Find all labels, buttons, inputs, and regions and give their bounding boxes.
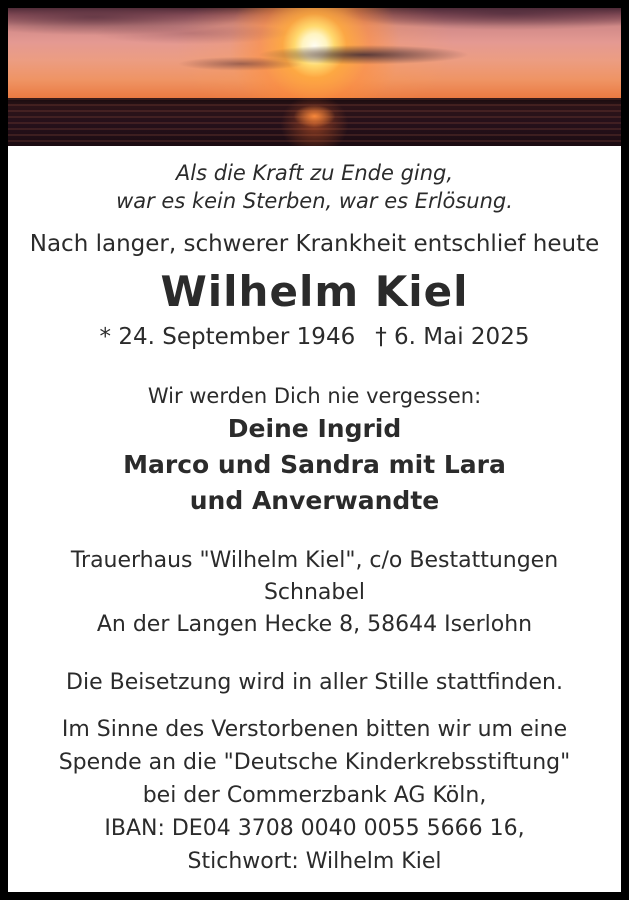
mourner-line: Deine Ingrid (227, 414, 402, 443)
mourner-line: und Anverwandte (189, 486, 440, 515)
funeral-note: Die Beisetzung wird in aller Stille stattfinden. (66, 670, 563, 695)
remembrance-intro: Wir werden Dich nie vergessen: (147, 384, 482, 408)
death-announcement: Nach langer, schwerer Krankheit entschlief heute (29, 231, 600, 257)
donation-block (8, 713, 621, 878)
donation-keyword: Stichwort: Wilhelm Kiel (187, 849, 442, 874)
address-line-3: An der Langen Hecke 8, 58644 Iserlohn (96, 612, 533, 637)
sunset-photo (8, 8, 621, 146)
donation-line-3: bei der Commerzbank AG Köln, (142, 783, 487, 808)
donation-line-2: Spende an die "Deutsche Kinderkrebsstiftung" (58, 750, 571, 775)
epigraph-line-2: war es kein Sterben, war es Erlösung. (116, 189, 513, 213)
death-date: † 6. Mai 2025 (375, 324, 530, 350)
remembrance-block (8, 381, 621, 519)
mourner-line: Marco und Sandra mit Lara (123, 450, 506, 479)
donation-line-1: Im Sinne des Verstorbenen bitten wir um eine (61, 717, 568, 742)
sunset-sea (8, 98, 621, 146)
sunset-sky (8, 8, 621, 98)
birth-date: * 24. September 1946 (99, 324, 356, 350)
mourning-house-address (8, 545, 621, 641)
epigraph (8, 159, 621, 215)
address-line-2: Schnabel (263, 580, 366, 605)
epigraph-line-1: Als die Kraft zu Ende ging, (175, 161, 454, 185)
donation-iban: IBAN: DE04 3708 0040 0055 5666 16, (104, 816, 525, 841)
address-line-1: Trauerhaus "Wilhelm Kiel", c/o Bestattungen (70, 548, 559, 573)
deceased-name: Wilhelm Kiel (160, 267, 469, 316)
life-dates (8, 321, 621, 353)
